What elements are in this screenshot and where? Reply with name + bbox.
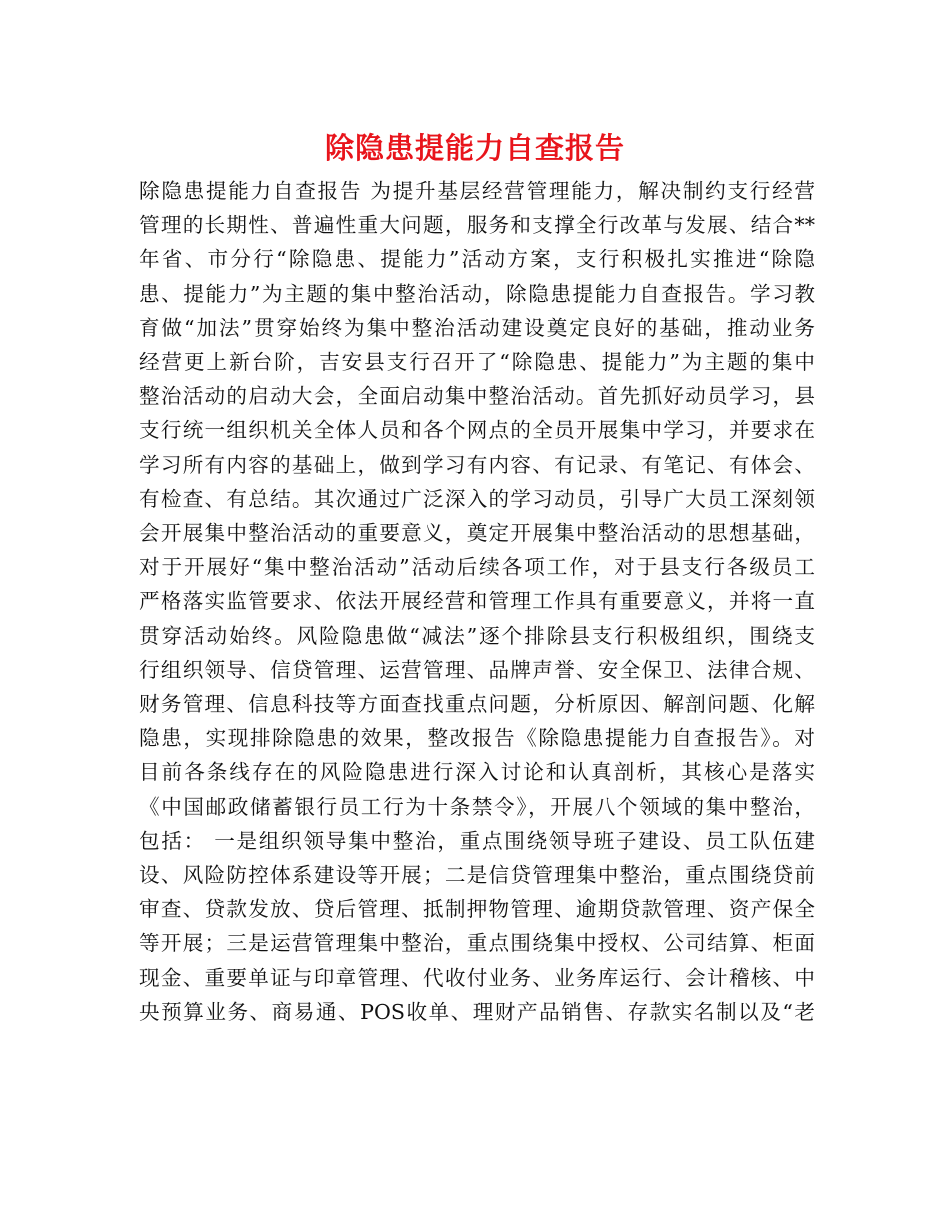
body-line: 央预算业务、商易通、POS收单、理财产品销售、存款实名制以及“老	[139, 999, 815, 1024]
body-line: 会开展集中整治活动的重要意义，奠定开展集中整治活动的思想基础，	[139, 521, 815, 546]
body-line: 经营更上新台阶，吉安县支行召开了“除隐患、提能力”为主题的集中	[139, 350, 815, 375]
body-line: 支行统一组织机关全体人员和各个网点的全员开展集中学习，并要求在	[139, 418, 815, 443]
body-line: 有检查、有总结。其次通过广泛深入的学习动员，引导广大员工深刻领	[139, 486, 815, 511]
body-line: 行组织领导、信贷管理、运营管理、品牌声誉、安全保卫、法律合规、	[139, 657, 815, 682]
body-line: 设、风险防控体系建设等开展；二是信贷管理集中整治，重点围绕贷前	[139, 863, 815, 888]
body-line: 目前各条线存在的风险隐患进行深入讨论和认真剖析，其核心是落实	[139, 760, 815, 785]
body-line: 除隐患提能力自查报告 为提升基层经营管理能力，解决制约支行经营	[139, 179, 815, 203]
body-line: 学习所有内容的基础上，做到学习有内容、有记录、有笔记、有体会、	[139, 452, 815, 477]
body-line: 包括： 一是组织领导集中整治，重点围绕领导班子建设、员工队伍建	[139, 828, 815, 853]
body-line: 等开展；三是运营管理集中整治，重点围绕集中授权、公司结算、柜面	[139, 931, 815, 956]
body-line: 年省、市分行“除隐患、提能力”活动方案，支行积极扎实推进“除隐	[139, 247, 815, 272]
body-line: 《中国邮政储蓄银行员工行为十条禁令》，开展八个领域的集中整治，	[139, 794, 815, 819]
body-line: 隐患，实现排除隐患的效果，整改报告《除隐患提能力自查报告》。对	[139, 726, 815, 751]
body-line: 贯穿活动始终。风险隐患做“减法”逐个排除县支行积极组织，围绕支	[139, 623, 815, 648]
body-line: 管理的长期性、普遍性重大问题，服务和支撑全行改革与发展、结合**	[139, 213, 815, 238]
body-line: 整治活动的启动大会，全面启动集中整治活动。首先抓好动员学习，县	[139, 384, 815, 409]
body-line: 患、提能力”为主题的集中整治活动，除隐患提能力自查报告。学习教	[139, 281, 815, 306]
document-title: 除隐患提能力自查报告	[324, 131, 625, 165]
body-line: 现金、重要单证与印章管理、代收付业务、业务库运行、会计稽核、中	[139, 965, 815, 990]
body-line: 对于开展好“集中整治活动”活动后续各项工作，对于县支行各级员工	[139, 555, 815, 580]
body-line: 严格落实监管要求、依法开展经营和管理工作具有重要意义，并将一直	[139, 589, 815, 614]
body-line: 财务管理、信息科技等方面查找重点问题，分析原因、解剖问题、化解	[139, 692, 815, 717]
document-body	[139, 174, 815, 1029]
body-line: 审查、贷款发放、贷后管理、抵制押物管理、逾期贷款管理、资产保全	[139, 897, 815, 922]
body-line: 育做“加法”贯穿始终为集中整治活动建设奠定良好的基础，推动业务	[139, 315, 815, 340]
